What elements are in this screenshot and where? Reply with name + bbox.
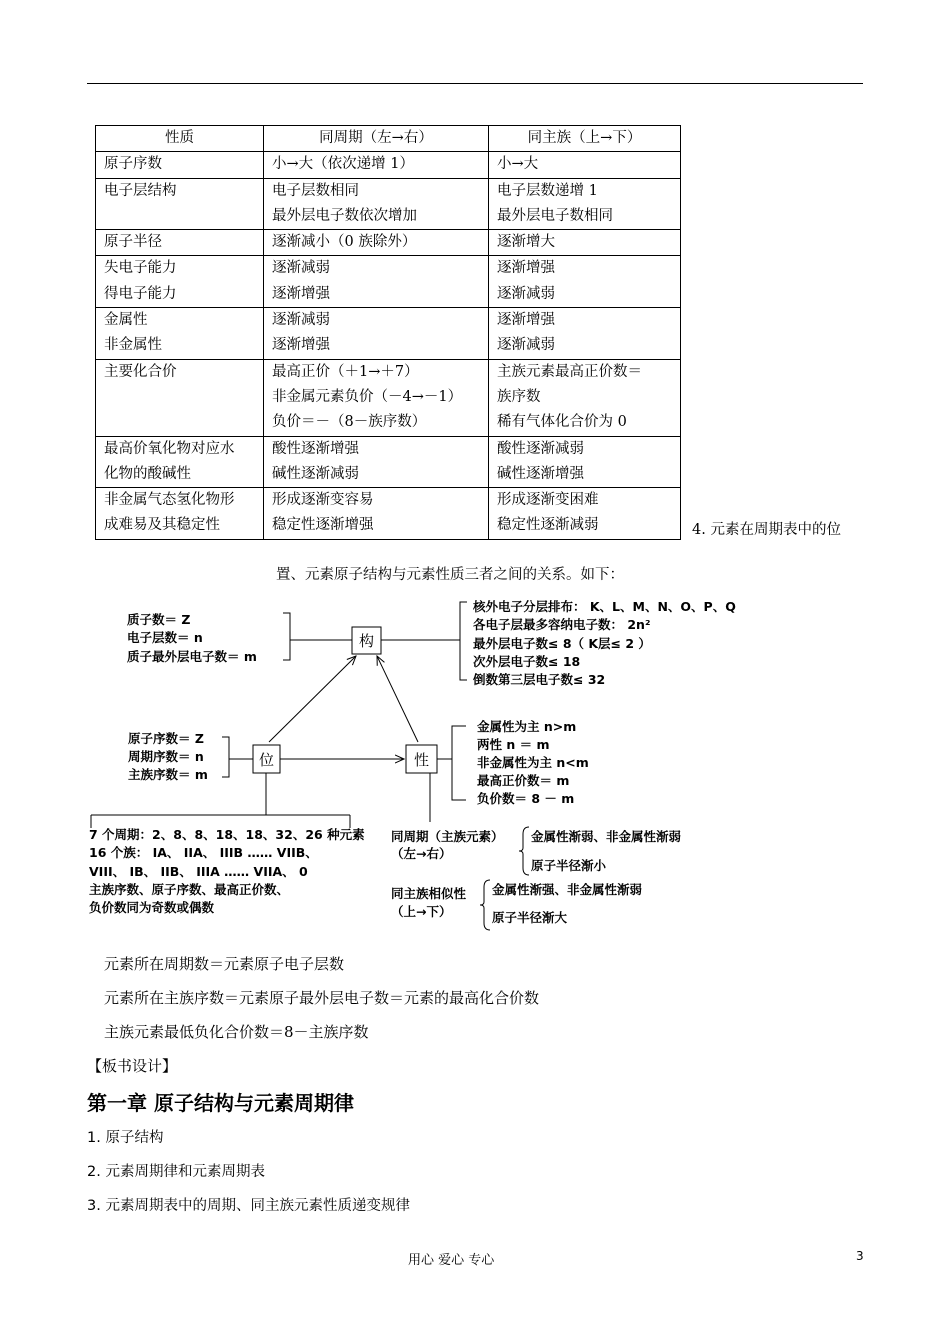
cell-line: 小→大 [497,156,539,173]
cell-line: 成难易及其稳定性 [104,517,220,534]
right-top-line: 次外层电子数≤ 18 [473,654,581,669]
cell-line: 逐渐增强 [497,260,555,277]
cell-line: 失电子能力 [104,260,177,277]
cell-line: 形成逐渐变容易 [272,492,374,509]
right-mid-line: 最高正价数＝ m [477,773,570,788]
right-mid-line: 负价数＝ 8 － m [477,791,575,806]
cell-line: 逐渐减弱 [497,285,555,302]
left-mid-line: 主族序数＝ m [128,767,208,782]
right-mid-line: 非金属性为主 n<m [477,755,589,770]
cell-line: 形成逐渐变困难 [497,492,599,509]
bottom-left-line: 主族序数、原子序数、最高正价数、 [89,882,290,897]
page-number: 3 [856,1249,864,1263]
cell-line: 电子层结构 [104,182,177,199]
cell-line: 逐渐增强 [497,312,555,329]
equation-negative-valence: 主族元素最低负化合价数＝8－主族序数 [104,1023,369,1041]
group-label: 同主族相似性 [391,886,467,901]
cell-line: 碱性逐渐增强 [497,465,584,482]
board-design-label: 【板书设计】 [87,1057,178,1075]
cell-line: 逐渐减弱 [272,312,330,329]
cell-line: 负价＝－（8－族序数） [272,414,427,431]
period-label: 同周期（主族元素） [391,829,504,844]
cell-line: 金属性 [104,312,148,329]
right-top-line: 最外层电子数≤ 8（ K层≤ 2 ） [473,636,651,651]
cell-line: 原子半径 [104,234,162,251]
period-item: 原子半径渐小 [531,858,607,873]
cell-line: 酸性逐渐增强 [272,440,359,457]
right-top-line: 各电子层最多容纳电子数： 2n² [473,617,651,632]
cell-line: 族序数 [497,388,541,405]
cell-line: 非金属气态氢化物形 [104,492,235,509]
cell-line: 逐渐减弱 [497,337,555,354]
cell-line: 最外层电子数相同 [497,207,613,224]
cell-line: 酸性逐渐减弱 [497,440,584,457]
cell-line: 小→大（依次递增 1） [272,156,414,173]
group-item: 原子半径渐大 [492,910,568,925]
bottom-left-line: 7 个周期：2、8、8、18、18、32、26 种元素 [89,827,365,842]
structure-box-label: 构 [358,632,375,650]
footer-motto: 用心 爱心 专心 [408,1253,495,1268]
cell-line: 逐渐增大 [497,234,555,251]
right-top-line: 核外电子分层排布： K、L、M、N、O、P、Q [473,599,736,614]
right-mid-line: 金属性为主 n>m [477,719,577,734]
intro-text-part2: 置、元素原子结构与元素性质三者之间的关系。如下： [276,567,624,583]
left-mid-line: 原子序数＝ Z [128,731,204,746]
period-item: 金属性渐弱、非金属性渐弱 [531,829,682,844]
cell-line: 电子层数递增 1 [497,182,598,199]
left-top-line: 质子最外层电子数＝ m [127,649,257,664]
cell-line: 最外层电子数依次增加 [272,207,417,224]
table-header-cell: 同主族（上→下） [489,126,681,152]
table-header-cell: 同周期（左→右） [264,126,489,152]
cell-line: 非金属元素负价（－4→－1） [272,388,463,405]
cell-line: 逐渐增强 [272,285,330,302]
cell-line: 逐渐增强 [272,337,330,354]
board-item: 1. 原子结构 [87,1130,164,1146]
cell-line: 碱性逐渐减弱 [272,465,359,482]
period-label: （左→右） [391,846,452,861]
left-mid-line: 周期序数＝ n [128,749,204,764]
intro-text-part1: 4. 元素在周期表中的位 [692,522,841,538]
equation-group: 元素所在主族序数＝元素原子最外层电子数＝元素的最高化合价数 [104,989,540,1007]
left-top-line: 电子层数＝ n [127,630,203,645]
cell-line: 最高正价（＋1→＋7） [272,363,419,380]
right-top-line: 倒数第三层电子数≤ 32 [473,672,606,687]
board-item: 2. 元素周期律和元素周期表 [87,1164,265,1180]
chapter-title: 第一章 原子结构与元素周期律 [87,1091,354,1115]
bottom-left-line: 负价数同为奇数或偶数 [89,900,215,915]
cell-line: 稀有气体化合价为 0 [497,414,627,431]
cell-line: 电子层数相同 [272,182,359,199]
bottom-left-line: 16 个族： IA、 IIA、 IIIB …… VIIB、 [89,845,318,860]
cell-line: 原子序数 [104,156,162,173]
group-item: 金属性渐强、非金属性渐弱 [492,882,643,897]
right-mid-line: 两性 n ＝ m [477,737,550,752]
left-top-line: 质子数＝ Z [127,612,191,627]
position-box-label: 位 [258,751,275,769]
cell-line: 逐渐减小（0 族除外） [272,234,417,251]
equation-period: 元素所在周期数＝元素原子电子层数 [104,955,345,973]
cell-line: 非金属性 [104,337,162,354]
cell-line: 逐渐减弱 [272,260,330,277]
group-label: （上→下） [391,904,452,919]
bottom-left-line: VIII、 IB、 IIB、 IIIA …… VIIA、 0 [89,864,308,879]
cell-line: 主族元素最高正价数＝ [497,363,642,380]
cell-line: 最高价氧化物对应水 [104,440,235,457]
cell-line: 化物的酸碱性 [104,465,191,482]
property-box-label: 性 [413,751,430,769]
table-header-cell: 性质 [96,126,264,152]
cell-line: 主要化合价 [104,363,177,380]
cell-line: 稳定性逐渐增强 [272,517,374,534]
board-item: 3. 元素周期表中的周期、同主族元素性质递变规律 [87,1198,410,1214]
cell-line: 得电子能力 [104,285,177,302]
cell-line: 稳定性逐渐减弱 [497,517,599,534]
